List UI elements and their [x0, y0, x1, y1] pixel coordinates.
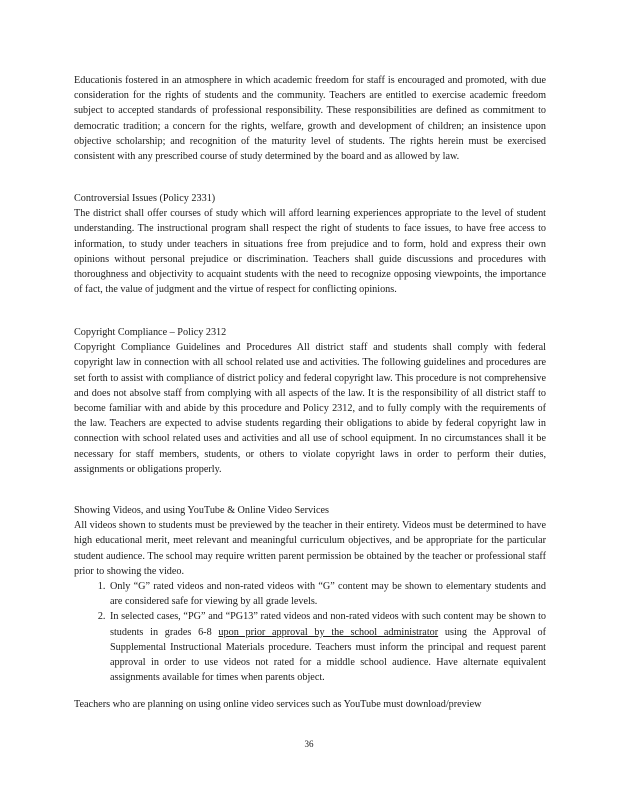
closing-section	[74, 697, 546, 712]
page-number: 36	[304, 739, 314, 749]
list-item-text: In selected cases, “PG” and “PG13” rated videos and non-rated videos with such content may be shown to students in grades 6-8	[110, 611, 546, 638]
videos-section	[74, 503, 546, 685]
video-rules-list	[74, 579, 546, 685]
copyright-heading: Copyright Compliance – Policy 2312	[74, 327, 227, 338]
controversial-issues-paragraph: The district shall offer courses of study which will afford learning experiences appropriate to the level of student understanding. The instructional program shall respect the right of students to face issues, to have free access to information, to study under teachers in situations free from prejudice and to form, hold and express their own opinions without personal prejudice or discrimination. Teachers shall guide discussions and procedures with thoroughness and objectivity to acquaint students with the need to recognize opposing viewpoints, the importance of fact, the value of judgment and the virtue of respect for conflicting opinions.	[74, 208, 546, 296]
copyright-section	[74, 325, 546, 477]
underlined-text: upon prior approval by the school administrator	[218, 626, 439, 638]
list-item-text: using the Approval of Supplemental Instructional Materials procedure. Teachers must inform the principal and request parent approval in order to use videos not rated for a middle school audience. Have alternate equivalent assignments available for times when parents object.	[110, 626, 546, 684]
list-item-text: Only “G” rated videos and non-rated videos with “G” content may be shown to elementary students and are considered safe for viewing by all grade levels.	[110, 581, 546, 608]
closing-paragraph: Teachers who are planning on using online video services such as YouTube must download/preview	[74, 699, 482, 710]
videos-heading: Showing Videos, and using YouTube & Online Video Services	[74, 505, 329, 516]
intro-section	[74, 73, 546, 164]
controversial-issues-heading: Controversial Issues (Policy 2331)	[74, 193, 216, 204]
intro-paragraph: Educationis fostered in an atmosphere in which academic freedom for staff is encouraged and promoted, with due consideration for the rights of students and the community. Teachers are entitled to exercise academic freedom subject to accepted standards of professional responsibility. These responsibilities are defined as commitment to democratic tradition; a concern for the rights, welfare, growth and development of children; an insistence upon objective scholarship; and recognition of the maturity level of students. The rights herein must be exercised consistent with any prescribed course of study determined by the board and as allowed by law.	[74, 75, 546, 163]
list-item	[108, 579, 546, 609]
videos-paragraph: All videos shown to students must be previewed by the teacher in their entirety. Videos must be determined to have high educational merit, meet relevant and meaningful curriculum objectives, and be appropriate for the particular student audience. The school may require written parent permission be obtained by the teacher or professional staff prior to showing the video.	[74, 520, 546, 577]
list-item	[108, 609, 546, 685]
controversial-issues-section	[74, 191, 546, 297]
copyright-paragraph: Copyright Compliance Guidelines and Procedures All district staff and students shall comply with federal copyright law in connection with all school related use and activities. The following guidelines and procedures are set forth to assist with compliance of district policy and federal copyright law. This procedure is not comprehensive and does not absolve staff from complying with all aspects of the law. It is the responsibility of all district staff to become familiar with and abide by this procedure and Policy 2312, and to fully comply with the requirements of the law. Teachers are expected to advise students regarding their obligations to abide by federal copyright law in connection with school related uses and activities and all use of school equipment. In no circumstances shall it be necessary for staff members, students, or others to violate copyright laws in order to perform their duties, assignments or obligations properly.	[74, 342, 546, 475]
